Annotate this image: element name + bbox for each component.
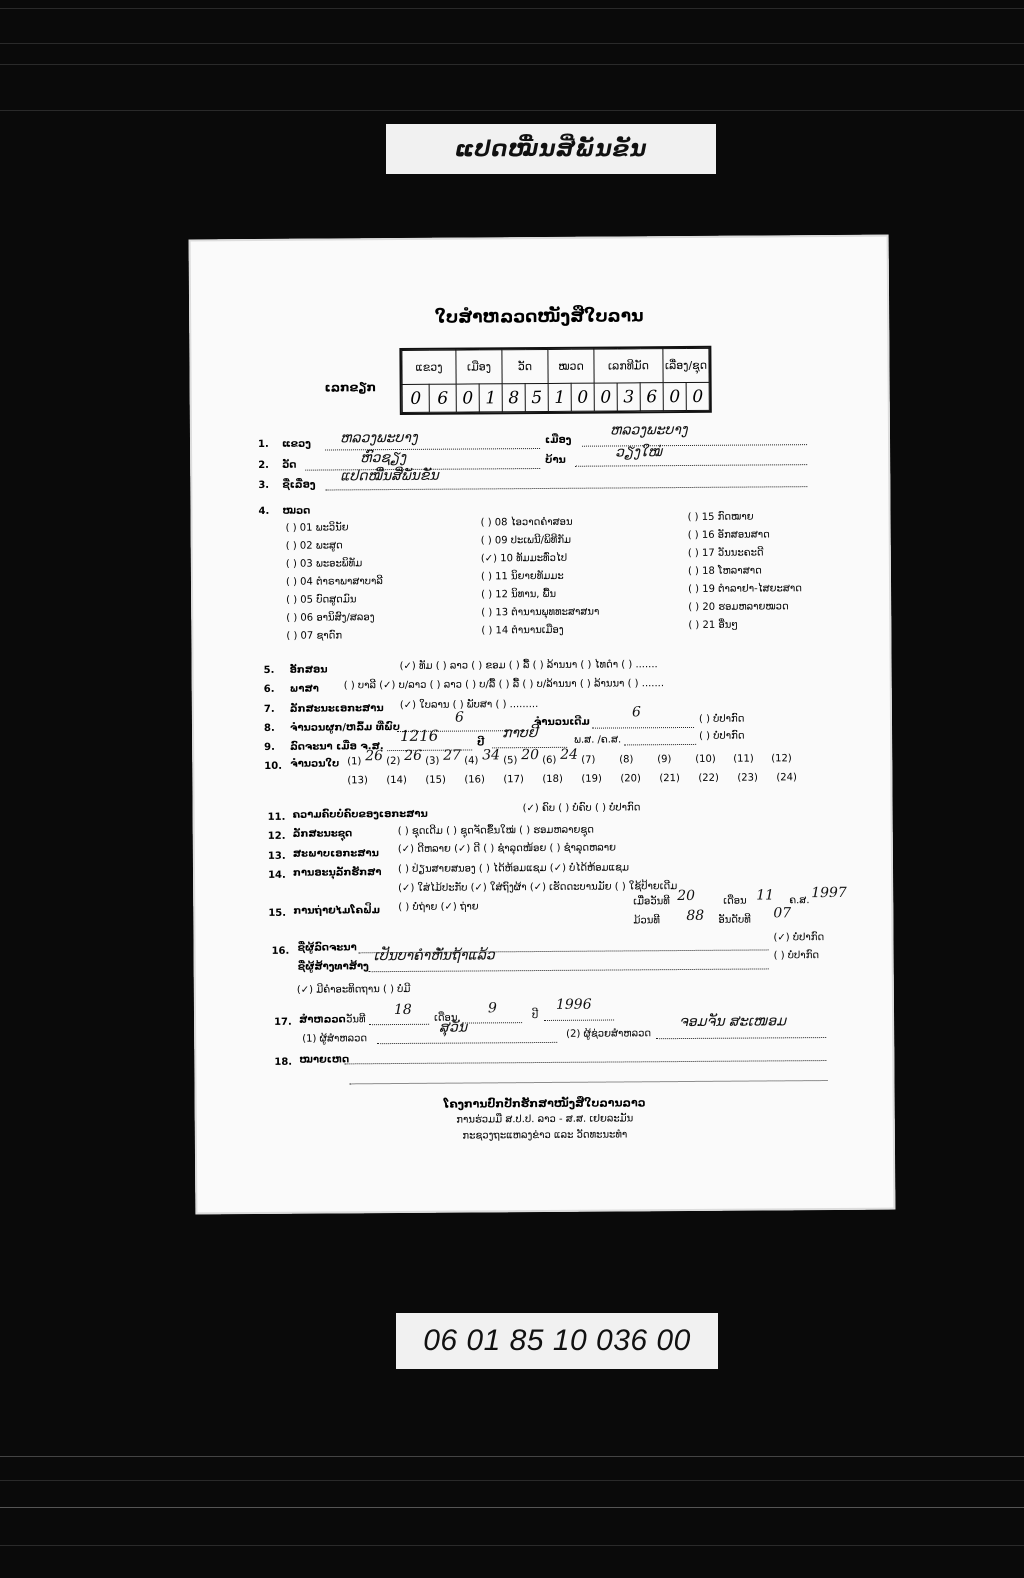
code-digit: 5: [525, 383, 548, 411]
q14-label: ການອະນຸລັກຮັກສາ: [292, 867, 382, 879]
q8b-line: [592, 716, 694, 729]
q17b-label: (2) ຜູ້ຊ່ວຍສຳຫລວດ: [566, 1028, 652, 1040]
q17-day-label: ວັນທີ: [346, 1014, 366, 1026]
category-option[interactable]: ( ) 09 ປະເພນີ/ພິທີກັມ: [480, 534, 572, 547]
leaf-count-index: (8): [619, 754, 634, 766]
q1-label: ແຂວງ: [281, 438, 311, 450]
q12-label: ລັກສະນະຊຸດ: [292, 828, 353, 840]
q2-label: ວັດ: [282, 459, 297, 471]
q9-era-label: ພ.ສ. /ຄ.ສ.: [574, 734, 622, 746]
leaf-count-row-2: [189, 235, 889, 240]
q15-index-label: ອັນດັບທີ: [718, 914, 751, 926]
q17a-label: (1) ຜູ້ສຳຫລວດ: [302, 1033, 368, 1045]
q3-title-value: ແປດໝື່ນສີ່ພັນຂັນ: [340, 467, 439, 485]
q1-district-value: ຫລວງພະບາງ: [609, 421, 688, 439]
category-option[interactable]: (✓) 10 ທັມມະທົ່ວໄປ: [480, 552, 568, 565]
manuscript-code-strip: 06 01 85 10 036 00: [396, 1313, 718, 1369]
footer-ministry: ກະຊວງຖະແຫລງຂ່າວ ແລະ ວັດທະນະທຳ: [462, 1129, 628, 1142]
category-option[interactable]: ( ) 18 ໂຫລາສາດ: [687, 565, 762, 577]
code-digit: 6: [429, 384, 456, 412]
q8-found-value: 6: [454, 709, 464, 726]
q11-label: ຄວາມຄົບບໍ່ຄົບຂອງເອກະສານ: [292, 808, 428, 821]
prayer-options[interactable]: (✓) ມີຄຳອະທິດຖານ ( ) ບໍ່ມີ: [296, 983, 411, 996]
code-digit: 0: [594, 383, 617, 411]
q8-number: 8.: [263, 722, 275, 734]
category-option[interactable]: ( ) 20 ຮອມຫລາຍໝວດ: [688, 601, 789, 613]
category-option[interactable]: ( ) 05 ບົດສູດມົນ: [286, 594, 357, 606]
leaf-count-index: (13): [347, 775, 368, 787]
survey-form-sheet: [189, 235, 896, 1215]
q1b-label: ເມືອງ: [544, 434, 572, 446]
leaf-count-index: (12): [771, 753, 792, 765]
q15-date-label: ເມື່ອວັນທີ: [633, 896, 670, 908]
category-option[interactable]: ( ) 04 ຕຳຣາພາສາບາລີ: [285, 576, 383, 588]
leaf-count-index: (22): [698, 772, 719, 784]
q15-year-value: 1997: [811, 884, 847, 902]
code-header-bundle: ເລກທີມັດ: [594, 349, 663, 383]
q1-province-value: ຫລວງພະບາງ: [339, 429, 418, 447]
q16-label: ຊື່ຜູ້ລົດຈະນາ: [297, 942, 357, 954]
leaf-count-value: 26: [365, 748, 384, 765]
code-digit: 0: [686, 382, 709, 410]
leaf-count-index: (16): [464, 774, 485, 786]
category-option[interactable]: ( ) 17 ວັນນະຄະດີ: [687, 547, 764, 559]
q15-reel-label: ມ້ວນທີ: [633, 915, 660, 927]
q15-month-value: 11: [756, 887, 775, 904]
q8b-label: ຈຳນວນເດີມ: [533, 716, 590, 729]
leaf-count-index: (19): [581, 773, 602, 785]
q15-number: 15.: [268, 907, 287, 919]
q17-number: 17.: [274, 1016, 292, 1028]
q17-month-label: ເດືອນ: [434, 1012, 458, 1024]
set-type-options[interactable]: ( ) ຊຸດເດີມ ( ) ຊຸດຈັດຂຶ້ນໃໝ່ ( ) ຮອມຫລາຍຊຸດ: [397, 824, 594, 838]
q17-label: ສຳຫລວດ: [299, 1014, 346, 1026]
leaf-count-index: (1): [347, 756, 362, 768]
surveyor-value: ສຸວັນ: [439, 1019, 468, 1036]
q9-number: 9.: [264, 741, 275, 753]
q17-year-label: ປີ: [531, 1010, 539, 1022]
q17-year-value: 1996: [555, 996, 592, 1013]
q16-unknown-option[interactable]: (✓) ບໍ່ປາກົດ: [773, 932, 825, 944]
q2b-line: [575, 453, 807, 467]
assistant-value: ຈອມຈັນ ສະເໜອມ: [679, 1013, 787, 1031]
q16b-unknown-option[interactable]: ( ) ບໍ່ປາກົດ: [773, 950, 820, 962]
code-header-temple: ວັດ: [502, 349, 548, 383]
q3-number: 3.: [258, 479, 270, 491]
leaf-count-index: (6): [542, 754, 557, 766]
code-grid: [399, 346, 711, 415]
q15-index-value: 07: [773, 905, 792, 922]
code-header-province: ແຂວງ: [402, 350, 456, 384]
leaf-count-index: (20): [620, 773, 641, 785]
category-option[interactable]: ( ) 14 ຕຳນານເມືອງ: [481, 624, 564, 637]
leaf-count-index: (10): [695, 753, 716, 765]
leaf-count-index: (5): [503, 755, 518, 767]
leaf-count-index: (18): [542, 773, 563, 785]
remarks-line-2: [349, 1069, 827, 1084]
q15-month-label: ເດືອນ: [723, 895, 747, 907]
category-option[interactable]: ( ) 15 ກົດໝາຍ: [687, 511, 754, 523]
code-digit: 8: [502, 384, 525, 412]
leaf-count-index: (4): [464, 755, 479, 767]
leaf-count-index: (17): [503, 774, 524, 786]
category-option[interactable]: ( ) 01 ພະວິນັຍ: [285, 522, 349, 534]
leaf-count-index: (15): [425, 774, 446, 786]
q7-label: ລັກສະນະເອກະສານ: [289, 703, 384, 715]
q2-number: 2.: [258, 459, 269, 471]
code-label: ເລກຂຽກ: [324, 380, 377, 395]
title-strip: ແປດໝື່ນສີ່ພັນຂັນ: [386, 124, 716, 174]
q18-number: 18.: [274, 1056, 293, 1068]
q9-cycle-year-value: ກາບຢີ: [502, 725, 538, 742]
leaf-count-index: (11): [733, 753, 754, 765]
q16-number: 16.: [271, 945, 290, 957]
category-option[interactable]: ( ) 03 ພະອະພິທັມ: [285, 558, 363, 570]
q2b-label: ບ້ານ: [545, 454, 566, 466]
q17-month-value: 9: [487, 1000, 497, 1017]
leaf-count-index: (7): [581, 754, 596, 766]
q13-number: 13.: [267, 850, 286, 862]
q15-day-value: 20: [677, 887, 696, 905]
leaf-count-index: (23): [737, 772, 758, 784]
condition-options[interactable]: (✓) ດີຫລາຍ (✓) ດີ ( ) ຊຳລຸດໜ້ອຍ ( ) ຊຳລຸດຫລາຍ: [397, 842, 617, 856]
category-option[interactable]: ( ) 19 ຕຳລາຢາ-ໄສຍະສາດ: [688, 583, 802, 595]
q17-day-value: 18: [393, 1001, 412, 1019]
code-digit: 1: [548, 383, 571, 411]
q17a-line: [377, 1031, 557, 1044]
leaf-count-index: (24): [776, 772, 797, 784]
conservation-options-2[interactable]: (✓) ໃສ່ໄມ້ປະກັບ (✓) ໃສ່ຖົງຜ້າ (✓) ເຮັດດະບານມັຍ ( ) ໃຊ້ປ້າຍເດີມ: [398, 881, 678, 895]
code-digit: 0: [663, 382, 686, 410]
material-options[interactable]: (✓) ໃບລານ ( ) ພັບສາ ( ) .........: [399, 699, 539, 711]
footer-project: ໂຄງການປົກປັກຮັກສາໜັງສືໃບລານລາວ: [443, 1096, 646, 1111]
footer-cooperation: ການຮ່ວມມື ສ.ປ.ປ. ລາວ - ສ.ສ. ເຢຍລະມັນ: [456, 1113, 634, 1126]
code-digit: 1: [479, 384, 502, 412]
conservation-options[interactable]: ( ) ປ່ຽນສາຍສນອງ ( ) ໄດ້ຫ້ອມແຊມ (✓) ບໍ່ໄດ້ຫ້ອມແຊມ: [397, 862, 629, 876]
q14-number: 14.: [268, 869, 286, 881]
q4-label: ໝວດ: [282, 505, 311, 517]
code-digit: 3: [617, 383, 640, 411]
q2-temple-value: ຫົວຊຽງ: [360, 449, 407, 467]
category-option[interactable]: ( ) 06 ອານິສົງ/ສລອງ: [286, 612, 375, 624]
q6-number: 6.: [263, 683, 275, 695]
category-option[interactable]: ( ) 11 ນິຍາຍທັມມະ: [480, 570, 564, 583]
q5-label: ອັກສອນ: [289, 664, 328, 676]
q9c-line: [624, 733, 696, 746]
microfilm-options[interactable]: ( ) ບໍ່ຖ່າຍ (✓) ຖ່າຍ: [398, 901, 479, 914]
q6-label: ພາສາ: [289, 683, 319, 695]
form-title: ໃບສຳຫລວດໜັງສືໃບລານ: [434, 306, 644, 328]
q9-year-value: 1216: [400, 726, 439, 745]
leaf-count-index: (3): [425, 755, 440, 767]
q8-label: ຈຳນວນຜູກ/ຫລົ້ມ ທີ່ພົບ: [289, 721, 401, 734]
q10-label: ຈຳນວນໃບ: [290, 758, 340, 770]
q12-number: 12.: [267, 830, 286, 842]
q3-label: ຊື່ເລື່ອງ: [282, 479, 316, 491]
q18-label: ໝາຍເຫດ: [299, 1054, 350, 1066]
q15-reel-value: 88: [686, 907, 705, 924]
category-option[interactable]: ( ) 07 ຊາດົກ: [286, 630, 343, 642]
q8-unknown-option[interactable]: ( ) ບໍ່ປາກົດ: [698, 713, 745, 725]
code-header-story: ເລື່ອງ/ຊຸດ: [663, 348, 709, 382]
script-options[interactable]: (✓) ທັມ ( ) ລາວ ( ) ຂອມ ( ) ລື້ ( ) ລ້ານນາ ( ) ໄທດຳ ( ) .......: [399, 659, 658, 672]
leaf-count-value: 27: [443, 747, 462, 764]
q9-label: ລົດຈະນາ ເມື່ອ ຈ.ສ.: [290, 741, 384, 753]
q8-original-value: 6: [631, 704, 641, 721]
leaf-count-index: (2): [386, 755, 401, 768]
code-header-category: ໝວດ: [548, 349, 594, 383]
q9b-label: ປີ: [477, 737, 485, 749]
q15-label: ການຖ່າຍໄມໂຄຟິມ: [293, 905, 381, 917]
remarks-line-1: [344, 1049, 826, 1064]
leaf-count-value: 20: [521, 747, 540, 764]
q9-unknown-option[interactable]: ( ) ບໍ່ປາກົດ: [699, 730, 745, 742]
code-digit: 0: [402, 384, 429, 412]
leaf-count-index: (14): [386, 774, 407, 787]
code-digit: 0: [456, 384, 479, 412]
code-header-district: ເມືອງ: [456, 350, 502, 384]
q2-village-value: ວຽງໃໝ່: [615, 444, 663, 461]
category-option[interactable]: ( ) 21 ອື່ນໆ: [688, 619, 739, 631]
q4-number: 4.: [258, 505, 270, 517]
leaf-count-value: 34: [482, 747, 501, 764]
category-option[interactable]: ( ) 13 ຕຳນານພຸທທະສາສນາ: [481, 606, 600, 619]
q16-sponsor-value: ເປັນບາຄຳຫັ່ນຖ້າແລ້ວ: [373, 947, 495, 965]
q1-number: 1.: [257, 438, 269, 450]
q5-number: 5.: [263, 664, 275, 676]
q11-number: 11.: [267, 811, 286, 823]
q16b-label: ຊື່ຜູ້ສ້າງທາສ້າງ: [297, 961, 369, 973]
code-digit: 0: [571, 383, 594, 411]
q10-number: 10.: [264, 760, 283, 772]
language-options[interactable]: ( ) ບາລີ (✓) ບ/ລາວ ( ) ລາວ ( ) ບ/ລື້ ( ) ລື້ ( ) ບ/ລ້ານນາ ( ) ລ້ານນາ ( ) .......: [343, 678, 665, 692]
leaf-count-row-1: [189, 235, 889, 240]
category-option[interactable]: ( ) 12 ນິທານ, ພື້ນ: [481, 588, 557, 601]
q13-label: ສະພາບເອກະສານ: [292, 848, 379, 860]
q7-number: 7.: [263, 703, 275, 715]
completeness-options[interactable]: (✓) ຄົບ ( ) ບໍ່ຄົບ ( ) ບໍ່ປາກົດ: [522, 802, 641, 815]
category-option[interactable]: ( ) 16 ອັກສອນສາດ: [687, 529, 770, 541]
category-option[interactable]: ( ) 02 ພະສູດ: [285, 540, 343, 552]
leaf-count-index: (21): [659, 773, 680, 785]
category-option[interactable]: ( ) 08 ໄອວາດຄຳສອນ: [480, 516, 573, 529]
leaf-count-value: 24: [560, 746, 579, 763]
leaf-count-value: 26: [404, 747, 423, 764]
q15-year-label: ຄ.ສ.: [789, 895, 810, 907]
code-digit: 6: [640, 383, 663, 411]
leaf-count-index: (9): [657, 754, 672, 766]
